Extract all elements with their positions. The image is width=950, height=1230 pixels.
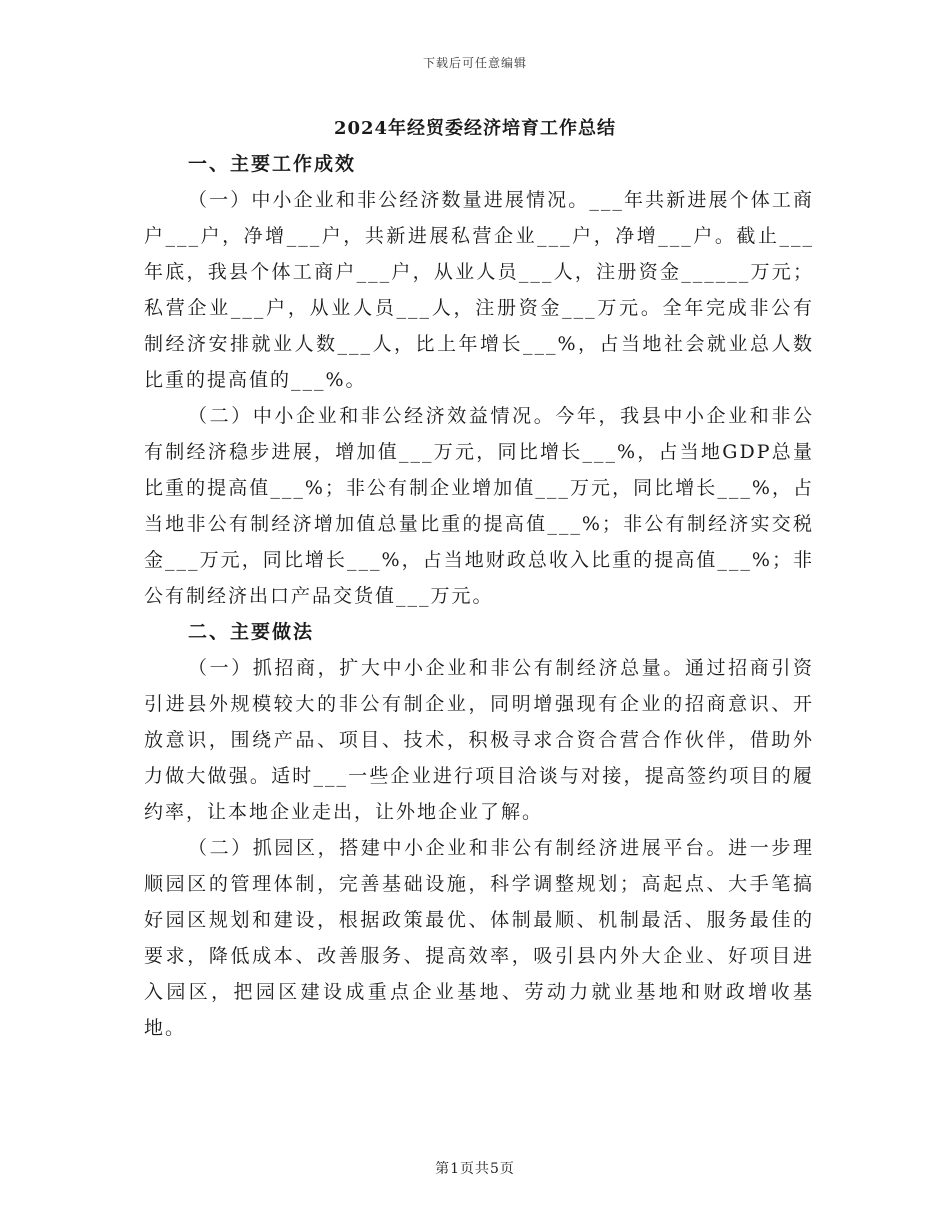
page-footer: 第1页共5页	[435, 1161, 515, 1177]
paragraph-benefit: （二）中小企业和非公经济效益情况。今年，我县中小企业和非公有制经济稳步进展，增加值___万元，同比增长___%，占当地GDP总量比重的提高值___%；非公有制企业增加值___万元，同比增长___%，占当地非公有制经济增加值总量比重的提高值___%；非公有制经济实交税金___万元，同比增长___%，占当地财政总收入比重的提高值___%；非公有制经济出口产品交货值___万元。	[144, 405, 814, 607]
paragraph-investment: （一）抓招商，扩大中小企业和非公有制经济总量。通过招商引资引进县外规模较大的非公有制企业，同明增强现有企业的招商意识、开放意识，围绕产品、项目、技术，积极寻求合资合营合作伙伴，借助外力做大做强。适时___一些企业进行项目洽谈与对接，提高签约项目的履约率，让本地企业走出，让外地企业了解。	[144, 657, 814, 823]
paragraph-park: （二）抓园区，搭建中小企业和非公有制经济进展平台。进一步理顺园区的管理体制，完善基础设施，科学调整规划；高起点、大手笔搞好园区规划和建设，根据政策最优、体制最顺、机制最活、服务最佳的要求，降低成本、改善服务、提高效率，吸引县内外大企业、好项目进入园区，把园区建设成重点企业基地、劳动力就业基地和财政增收基地。	[144, 837, 814, 1039]
document-title: 2024年经贸委经济培育工作总结	[333, 118, 617, 139]
paragraph-quantity: （一）中小企业和非公经济数量进展情况。___年共新进展个体工商户___户，净增___户，共新进展私营企业___户，净增___户。截止___年底，我县个体工商户___户，从业人员___人，注册资金______万元；私营企业___户，从业人员___人，注册资金___万元。全年完成非公有制经济安排就业人数___人，比上年增长___%，占当地社会就业总人数比重的提高值的___%。	[144, 189, 814, 391]
section-heading-results: 一、主要工作成效	[188, 153, 357, 175]
document-body	[144, 146, 814, 1046]
header-note: 下载后可任意编辑	[422, 56, 527, 70]
section-heading-methods: 二、主要做法	[188, 621, 315, 643]
